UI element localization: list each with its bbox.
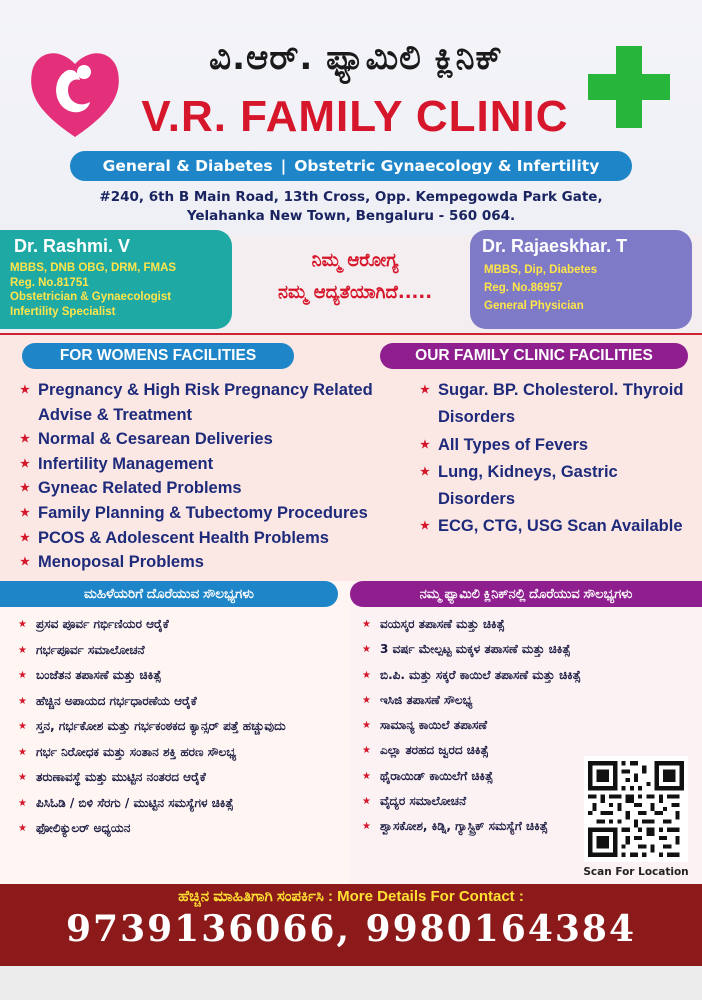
kannada-family-list — [362, 612, 592, 840]
list-item: ★ ಹೆಚ್ಚಿನ ಅಪಾಯದ ಗರ್ಭಧಾರಣೆಯ ಆರೈಕೆ — [18, 689, 348, 715]
tagline-left: General & Diabetes — [102, 157, 273, 175]
contact-heading — [0, 888, 702, 905]
list-item: ★ ಫೋಲಿಕ್ಯುಲರ್ ಅಧ್ಯಯನ — [18, 816, 348, 842]
list-item: ★ ವಯಸ್ಕರ ತಪಾಸಣೆ ಮತ್ತು ಚಿಕಿತ್ಸೆ — [362, 612, 592, 637]
list-item: ★ Sugar. BP. Cholesterol. Thyroid Disorders — [420, 377, 690, 432]
list-item: ★ PCOS & Adolescent Health Problems — [20, 526, 400, 551]
list-item: ★ ECG, CTG, USG Scan Available — [420, 513, 690, 540]
qr-caption: Scan For Location — [583, 866, 689, 878]
doctor-detail: General Physician — [484, 300, 584, 312]
clinic-title-kannada: ವಿ.ಆರ್. ಫ್ಯಾಮಿಲಿ ಕ್ಲಿನಿಕ್ — [209, 38, 503, 78]
bottom-margin — [0, 966, 702, 1000]
doctor-detail: Infertility Specialist — [10, 305, 116, 318]
list-item: ★ ಸಾಮಾನ್ಯ ಕಾಯಿಲೆ ತಪಾಸಣೆ — [362, 713, 592, 738]
list-item: ★ Pregnancy & High Risk Pregnancy Related Advise & Treatment — [20, 378, 400, 427]
list-item: ★ Normal & Cesarean Deliveries — [20, 427, 400, 452]
doctor-card-rajaeskhar — [470, 230, 692, 329]
doctor-card-rashmi — [0, 230, 232, 329]
clinic-address — [60, 188, 642, 226]
list-item: ★ All Types of Fevers — [420, 432, 690, 459]
list-item: ★ ಥೈರಾಯಿಡ್ ಕಾಯಿಲೆಗೆ ಚಿಕಿತ್ಸೆ — [362, 764, 592, 789]
tagline-separator: | — [280, 157, 287, 175]
list-item: ★ Infertility Management — [20, 452, 400, 477]
services-tagline — [70, 151, 632, 181]
list-item: ★ ಎಲ್ಲಾ ತರಹದ ಜ್ವರದ ಚಿಕಿತ್ಸೆ — [362, 738, 592, 763]
kannada-family-heading: ನಮ್ಮ ಫ್ಯಾಮಿಲಿ ಕ್ಲಿನಿಕ್‌ನಲ್ಲಿ ದೊರೆಯುವ ಸೌಲಭ್ಯಗಳು — [350, 581, 702, 607]
medical-cross-icon — [586, 44, 672, 130]
list-item: ★ Menoposal Problems — [20, 550, 400, 575]
list-item: ★ ತರುಣಾವಸ್ಥೆ ಮತ್ತು ಮುಟ್ಟಿನ ನಂತರದ ಆರೈಕೆ — [18, 765, 348, 791]
doctor-detail: MBBS, DNB OBG, DRM, FMAS — [10, 262, 177, 274]
location-qr-code[interactable] — [584, 756, 688, 862]
list-item: ★ ಪಿಸಿಓಡಿ / ಬಿಳಿ ಸೆರಗು / ಮುಟ್ಟಿನ ಸಮಸ್ಯೆಗಳ ಚಿಕಿತ್ಸೆ — [18, 791, 348, 817]
contact-heading-kannada: ಹೆಚ್ಚಿನ ಮಾಹಿತಿಗಾಗಿ ಸಂಪರ್ಕಿಸಿ : — [178, 888, 333, 905]
clinic-title-english: V.R. FAMILY CLINIC — [141, 92, 569, 141]
list-item: ★ ಬಂಜೆತನ ತಪಾಸಣೆ ಮತ್ತು ಚಿಕಿತ್ಸೆ — [18, 663, 348, 689]
doctor-name: Dr. Rashmi. V — [14, 236, 131, 256]
slogan-line-2: ನಮ್ಮ ಆದ್ಯತೆಯಾಗಿದೆ..... — [277, 282, 433, 303]
clinic-logo-icon — [28, 42, 123, 142]
address-line-2: Yelahanka New Town, Bengaluru - 560 064. — [186, 208, 516, 224]
list-item: ★ ವೈದ್ಯರ ಸಮಾಲೋಚನೆ — [362, 789, 592, 814]
list-item: ★ ಬಿ.ಪಿ. ಮತ್ತು ಸಕ್ಕರೆ ಕಾಯಿಲೆ ತಪಾಸಣೆ ಮತ್ತು ಚಿಕಿತ್ಸೆ — [362, 663, 592, 688]
list-item: ★ ಗರ್ಭಪೂರ್ವ ಸಮಾಲೋಚನೆ — [18, 638, 348, 664]
doctor-detail: Reg. No.86957 — [484, 282, 563, 294]
list-item: ★ ಶ್ವಾಸಕೋಶ, ಕಿಡ್ನಿ, ಗ್ಯಾಸ್ಟ್ರಿಕ್ ಸಮಸ್ಯೆಗೆ ಚಿಕಿತ್ಸೆ — [362, 814, 592, 839]
list-item: ★ Lung, Kidneys, Gastric Disorders — [420, 459, 690, 514]
list-item: ★ Gyneac Related Problems — [20, 476, 400, 501]
slogan-line-1: ನಿಮ್ಮ ಆರೋಗ್ಯ — [311, 250, 399, 271]
womens-facilities-list — [20, 378, 400, 575]
tagline-right: Obstetric Gynaecology & Infertility — [294, 157, 600, 175]
doctor-detail: Obstetrician & Gynaecologist — [10, 291, 172, 303]
kannada-womens-list — [18, 612, 348, 842]
womens-facilities-heading: FOR WOMENS FACILITIES — [22, 343, 294, 369]
doctor-detail: MBBS, Dip, Diabetes — [484, 264, 598, 276]
list-item: ★ ಸ್ತನ, ಗರ್ಭಕೋಶ ಮತ್ತು ಗರ್ಭಕಂಠಕದ ಕ್ಯಾನ್ಸರ್ ಪತ್ತೆ ಹಚ್ಚುವುದು — [18, 714, 348, 740]
list-item: ★ 3 ವರ್ಷ ಮೇಲ್ಪಟ್ಟ ಮಕ್ಕಳ ತಪಾಸಣೆ ಮತ್ತು ಚಿಕಿತ್ಸೆ — [362, 637, 592, 662]
contact-heading-english: More Details For Contact : — [337, 888, 524, 905]
phone-numbers[interactable]: 9739136066, 9980164384 — [65, 908, 637, 950]
list-item: ★ ಗರ್ಭ ನಿರೋಧಕ ಮತ್ತು ಸಂತಾನ ಶಕ್ತಿ ಹರಣ ಸೌಲಭ್ಯ — [18, 740, 348, 766]
list-item: ★ Family Planning & Tubectomy Procedures — [20, 501, 400, 526]
health-slogan — [240, 245, 470, 309]
kannada-womens-heading: ಮಹಿಳೆಯರಿಗೆ ದೊರೆಯುವ ಸೌಲಭ್ಯಗಳು — [0, 581, 338, 607]
list-item: ★ ಇಸಿಜಿ ತಪಾಸಣೆ ಸೌಲಭ್ಯ — [362, 688, 592, 713]
list-item: ★ ಪ್ರಸವ ಪೂರ್ವ ಗರ್ಭಿಣಿಯರ ಆರೈಕೆ — [18, 612, 348, 638]
family-facilities-heading: OUR FAMILY CLINIC FACILITIES — [380, 343, 688, 369]
address-line-1: #240, 6th B Main Road, 13th Cross, Opp. Kempegowda Park Gate, — [99, 189, 603, 205]
doctor-detail: Reg. No.81751 — [10, 276, 89, 289]
doctor-name: Dr. Rajaeskhar. T — [482, 236, 628, 256]
family-facilities-list — [420, 377, 690, 541]
